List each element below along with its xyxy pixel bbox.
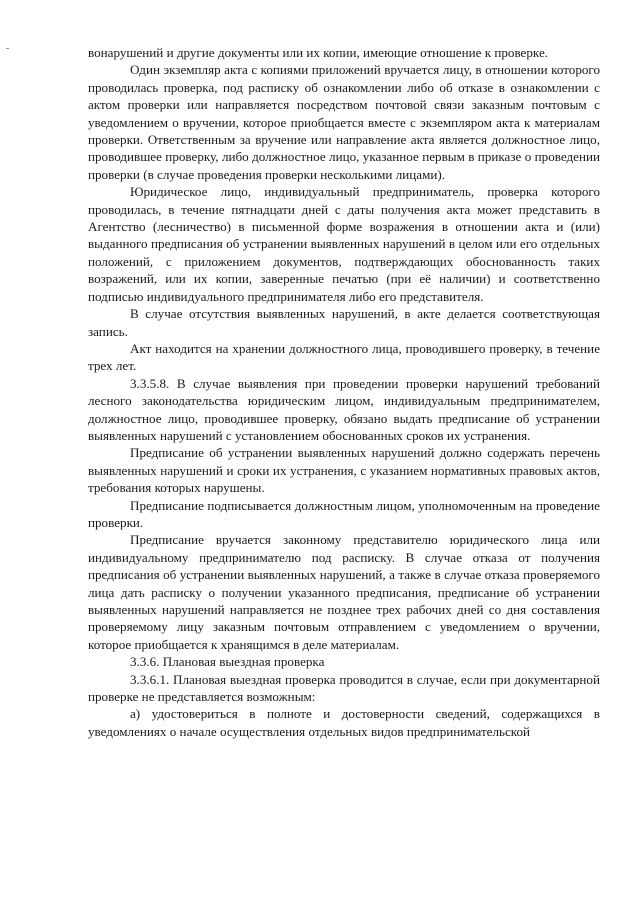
paragraph-act-storage: Акт находится на хранении должностного лица, проводившего проверку, в течение трех лет.: [88, 340, 600, 374]
paragraph-order-signing: Предписание подписывается должностным лицом, уполномоченным на проведение проверки.: [88, 497, 600, 530]
paragraph-3-3-6-1: 3.3.6.1. Плановая выездная проверка проводится в случае, если при документарной проверке не представляется возможным:: [88, 671, 600, 705]
paragraph-order-content: Предписание об устранении выявленных нарушений должно содержать перечень выявленных нарушений и сроки их устранения, с указанием нормативных правовых актов, требования которых нарушены.: [88, 445, 600, 496]
list-item-a: а) удостовериться в полноте и достоверности сведений, содержащихся в уведомлениях о начале осуществления отдельных видов предпринимательской: [88, 706, 600, 739]
section-heading-3-3-6: 3.3.6. Плановая выездная проверка: [130, 654, 325, 670]
paragraph-no-violations: В случае отсутствия выявленных нарушений, в акте делается соответствующая запись.: [88, 306, 600, 339]
paragraph-3-3-5-8: 3.3.5.8. В случае выявления при проведении проверки нарушений требований лесного законодательства юридическим лицом, индивидуальным предпринимателем, должностное лицо, проводившее проверку, обязано выдать предписание об устранении выявленных нарушений с установлением обоснованных сроков их устранения.: [88, 375, 600, 443]
scan-mark: [6, 48, 9, 49]
paragraph-objections: Юридическое лицо, индивидуальный предприниматель, проверка которого проводилась, в течение пятнадцати дней с даты получения акта может представить в Агентство (лесничество) в письменной форме возражения в отношении акта и (или) выданного предписания об устранении выявленных нарушений в целом или его отдельных положений, с приложением документов, подтверждающих обоснованность таких возражений, или их копии, заверенные печатью (при её наличии) и соответственно подписью индивидуального предпринимателя либо его представителя.: [88, 184, 600, 304]
paragraph-act-delivery: Один экземпляр акта с копиями приложений вручается лицу, в отношении которого проводилась проверка, под расписку об ознакомлении либо об отказе в ознакомлении с актом проверки или направляется посредством почтовой связи заказным почтовым с уведомлением о вручении, которое приобщается вместе с экземпляром акта к материалам проверки. Ответственным за вручение или направление акта является должностное лицо, проводившее проверку, либо должностное лицо, указанное первым в приказе о проведении проверки (в случае проведения проверки несколькими лицами).: [88, 62, 600, 182]
paragraph-continuation: вонарушений и другие документы или их копии, имеющие отношение к проверке.: [88, 45, 549, 60]
paragraph-order-delivery: Предписание вручается законному представителю юридического лица или индивидуальному предпринимателю под расписку. В случае отказа от получения предписания об устранении выявленных нарушений, а также в случае отказа проверяемого лица дать расписку о получении указанного предписания, предписание об устранении выявленных нарушений направляется не позднее трех рабочих дней со дня составления проверяемому лицу заказным почтовым отправлением с уведомлением о вручении, которое приобщается к хранящимся в деле материалам.: [88, 532, 600, 652]
